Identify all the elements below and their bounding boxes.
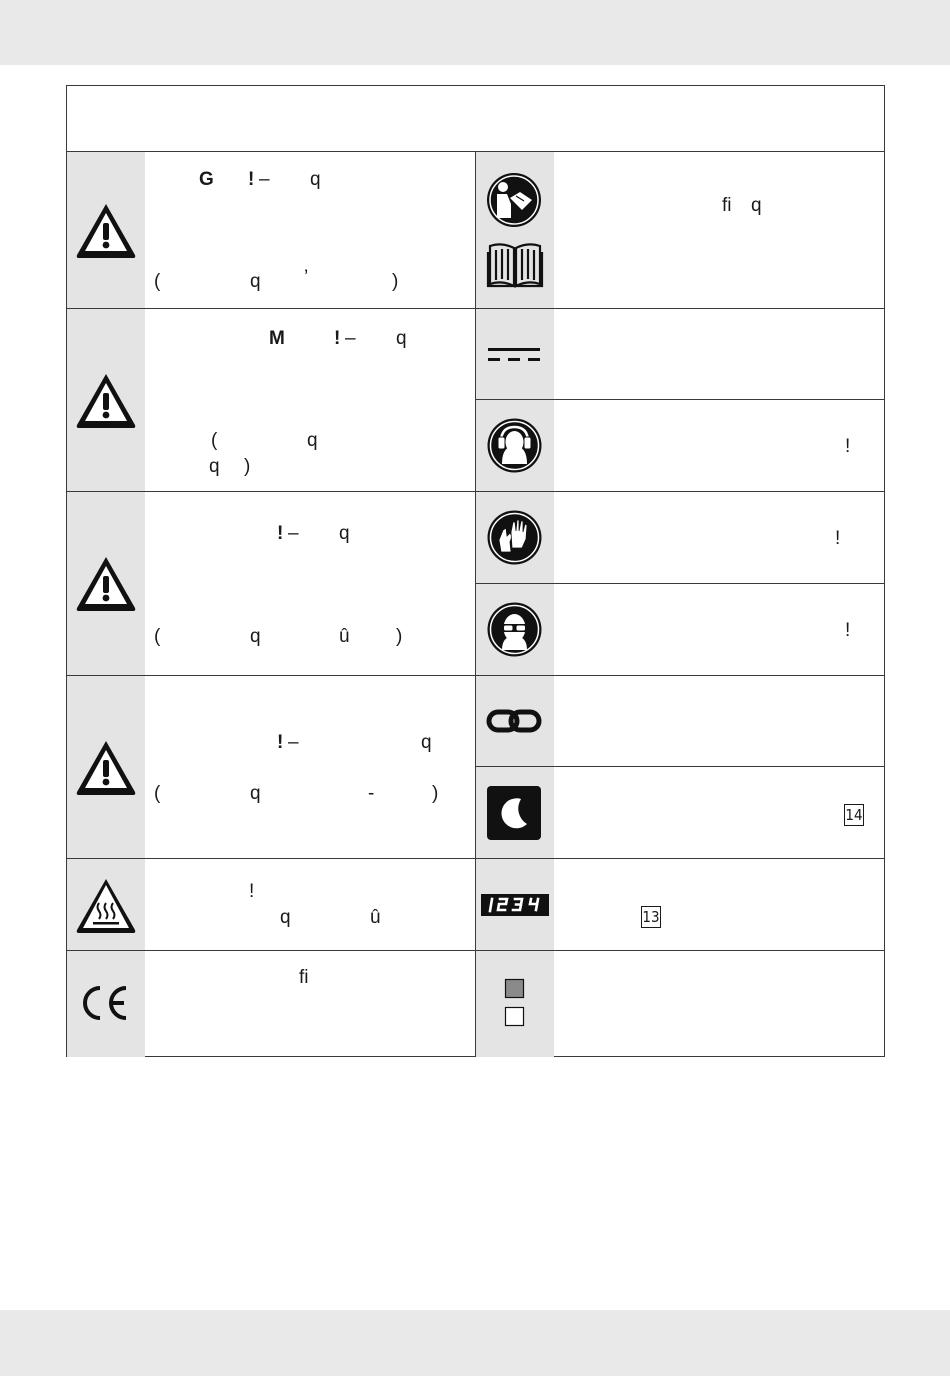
text-glyph: ﬁ xyxy=(299,967,309,988)
warning-triangle-icon xyxy=(74,554,138,612)
text-glyph: q xyxy=(396,328,407,349)
center-divider xyxy=(475,152,476,1057)
row-divider xyxy=(67,675,884,676)
text-glyph: q xyxy=(250,626,261,647)
read-manual-mandatory-icon xyxy=(486,172,542,228)
text-glyph: q xyxy=(339,523,350,544)
text-glyph: ! xyxy=(277,732,284,753)
row-divider xyxy=(67,491,884,492)
text-glyph: q xyxy=(307,430,318,451)
row-divider xyxy=(67,950,884,951)
row-divider xyxy=(67,858,884,859)
text-glyph: q xyxy=(250,783,261,804)
text-glyph: ( xyxy=(154,271,161,292)
top-margin-band xyxy=(0,0,950,65)
text-glyph: – xyxy=(288,732,299,753)
status-squares-icon xyxy=(504,978,526,1028)
row-divider xyxy=(67,308,884,309)
reference-number-box: 14 xyxy=(845,806,863,824)
text-glyph: ! xyxy=(845,436,851,457)
digital-display-icon xyxy=(481,894,549,916)
text-glyph: ﬁ xyxy=(722,195,732,216)
ce-mark-icon xyxy=(78,982,132,1024)
text-glyph: - xyxy=(368,783,375,804)
text-glyph: ! xyxy=(249,881,255,902)
warning-triangle-icon xyxy=(74,738,138,796)
text-glyph: – xyxy=(345,328,356,349)
chain-link-icon xyxy=(486,706,542,736)
text-glyph: q xyxy=(751,195,762,216)
text-glyph: ) xyxy=(396,626,403,647)
text-glyph: M xyxy=(269,328,285,349)
text-glyph: ) xyxy=(244,456,251,477)
c-logo-icon xyxy=(487,786,541,840)
text-glyph: q xyxy=(421,732,432,753)
eye-protection-icon xyxy=(487,602,542,657)
text-glyph: q xyxy=(250,271,261,292)
text-glyph: ’ xyxy=(304,267,309,288)
text-glyph: ) xyxy=(432,783,439,804)
text-glyph: – xyxy=(288,523,299,544)
text-glyph: ! xyxy=(334,328,341,349)
warning-triangle-icon xyxy=(74,371,138,429)
row-divider xyxy=(475,583,884,584)
row-divider xyxy=(475,399,884,400)
gloves-icon xyxy=(487,510,542,565)
text-glyph: ) xyxy=(392,271,399,292)
open-book-icon xyxy=(486,240,544,288)
text-glyph: ! xyxy=(248,169,255,190)
text-glyph: q xyxy=(209,456,220,477)
text-glyph: ! xyxy=(845,620,851,641)
warning-triangle-icon xyxy=(74,201,138,259)
row-divider xyxy=(475,766,884,767)
text-glyph: ( xyxy=(211,430,218,451)
ear-protection-icon xyxy=(487,418,542,473)
text-glyph: ( xyxy=(154,626,161,647)
text-glyph: ( xyxy=(154,783,161,804)
text-glyph: q xyxy=(310,169,321,190)
text-glyph: û xyxy=(370,907,381,928)
hot-surface-icon xyxy=(74,876,138,934)
direct-current-icon xyxy=(486,344,542,366)
reference-number-box: 13 xyxy=(642,908,660,926)
text-glyph: ! xyxy=(277,523,284,544)
text-glyph: q xyxy=(280,907,291,928)
text-glyph: – xyxy=(259,169,270,190)
bottom-margin-band xyxy=(0,1310,950,1376)
text-glyph: G xyxy=(199,169,214,190)
symbol-table xyxy=(66,85,885,1057)
text-glyph: ! xyxy=(835,528,841,549)
text-glyph: û xyxy=(339,626,350,647)
